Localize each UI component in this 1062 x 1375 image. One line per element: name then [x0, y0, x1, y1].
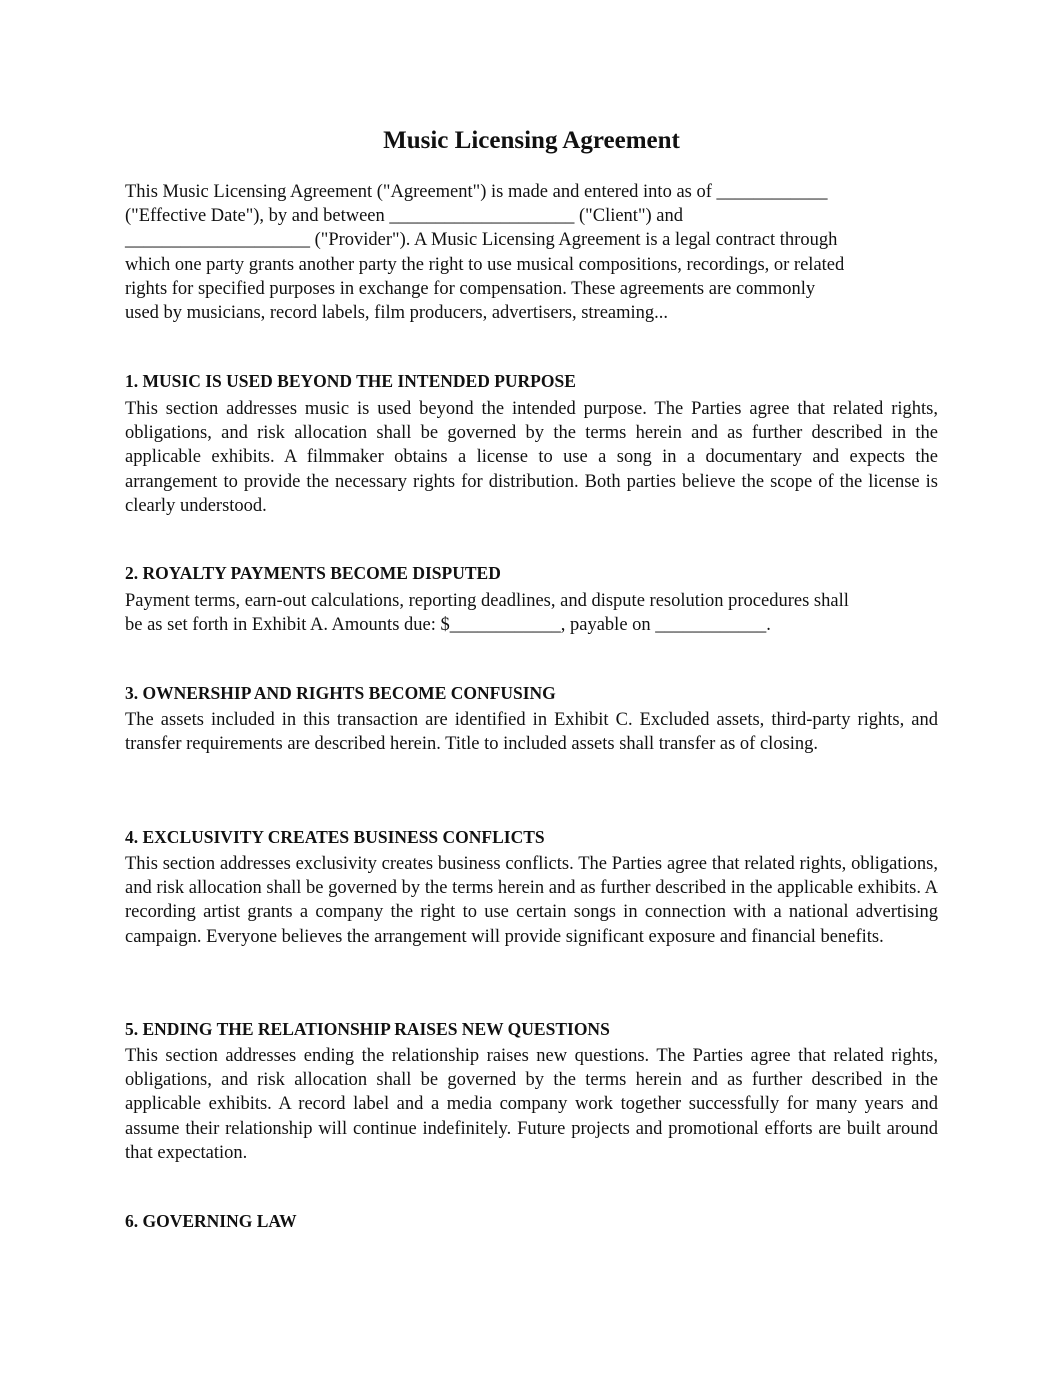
section-heading: 2. ROYALTY PAYMENTS BECOME DISPUTED: [125, 563, 501, 583]
intro-line: which one party grants another party the right to use musical compositions, recordings, or related: [125, 254, 845, 275]
section-heading: 4. EXCLUSIVITY CREATES BUSINESS CONFLICTS: [125, 827, 545, 847]
intro-line: ("Effective Date"), by and between ____________________ ("Client") and: [125, 206, 683, 227]
intro-line: ____________________ ("Provider"). A Music Licensing Agreement is a legal contract through: [125, 230, 838, 251]
section-body: This section addresses ending the relationship raises new questions. The Parties agree that related rights, obligations, and risk allocation shall be governed by the terms herein and as further described in the applicable exhibits. A record label and a media company work together successfully for many years and assume their relationship will continue indefinitely. Future projects and promotional efforts are built around that expectation.: [125, 1046, 938, 1163]
section-body: This section addresses music is used beyond the intended purpose. The Parties agree that related rights, obligations, and risk allocation shall be governed by the terms herein and as further described in the applicable exhibits. A filmmaker obtains a license to use a song in a documentary and expects the arrangement to provide the necessary rights for distribution. Both parties believe the scope of the license is clearly understood.: [125, 399, 938, 516]
intro-line: This Music Licensing Agreement ("Agreement") is made and entered into as of ____________: [125, 182, 828, 202]
intro-line: rights for specified purposes in exchange for compensation. These agreements are commonly: [125, 278, 816, 299]
document-title: Music Licensing Agreement: [383, 127, 680, 154]
intro-line: used by musicians, record labels, film producers, advertisers, streaming...: [125, 303, 669, 324]
section-heading: 5. ENDING THE RELATIONSHIP RAISES NEW QUESTIONS: [125, 1019, 610, 1039]
section-heading: 1. MUSIC IS USED BEYOND THE INTENDED PURPOSE: [125, 371, 576, 391]
section-body: The assets included in this transaction are identified in Exhibit C. Excluded assets, third-party rights, and transfer requirements are described herein. Title to included assets shall transfer as of closing.: [125, 710, 938, 755]
section-heading: 3. OWNERSHIP AND RIGHTS BECOME CONFUSING: [125, 683, 556, 703]
section-heading: 6. GOVERNING LAW: [125, 1211, 297, 1231]
section-body: This section addresses exclusivity creates business conflicts. The Parties agree that related rights, obligations, and risk allocation shall be governed by the terms herein and as further described in the applicable exhibits. A recording artist grants a company the right to use certain songs in connection with a national advertising campaign. Everyone believes the arrangement will provide significant exposure and financial benefits.: [125, 854, 938, 947]
intro-paragraph: [125, 180, 938, 325]
body-line: be as set forth in Exhibit A. Amounts due: $____________, payable on ____________.: [125, 615, 771, 636]
section-body: [125, 589, 938, 637]
body-line: Payment terms, earn-out calculations, reporting deadlines, and dispute resolution procedures shall: [125, 591, 849, 611]
